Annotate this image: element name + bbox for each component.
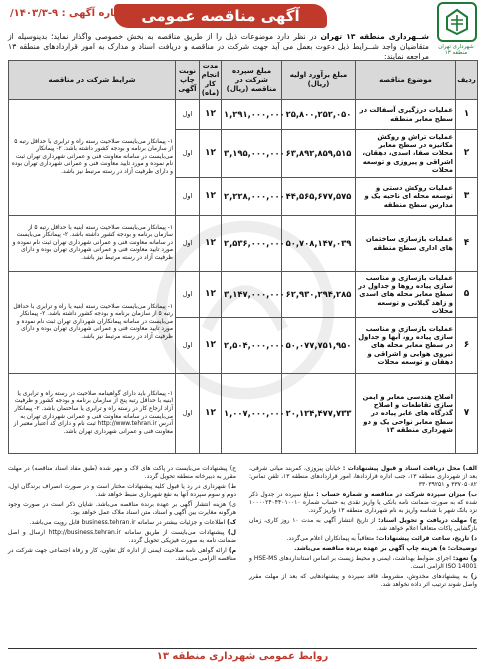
row-idx: ۱ (456, 100, 478, 130)
col-header-type: نوبت چاپ آگهی (176, 61, 200, 100)
table-row (9, 100, 478, 130)
note-item: ل) پیشنهادات می‌بایست از طریق سامانه http://business.tehran.ir ارسال و اصل ضمانت نامه به صورت فیزیکی تحویل گردد. (8, 529, 236, 544)
table-row (9, 272, 478, 318)
col-header-deposit: مبلغ سپرده شرکت در مناقصه (ریال) (222, 61, 282, 100)
row-conditions: ۱- پیمانکار می‌بایست صلاحیت رسته ابنیه با حداقل رتبه ۵ از سازمان برنامه و بودجه کشور داشته باشد. ۲- پیمانکار می‌بایست در سامانه معاونت فنی و عمرانی شهرداری تهران ثبت نام نموده و مورد تایید معاونت فنی و عمرانی شهرداری تهران بوده و دارای ظرفیت آزاد در رسته مرتبط نیز باشد. (9, 216, 176, 272)
col-header-idx: ردیف (456, 61, 478, 100)
row-duration: ۱۲ (200, 318, 222, 374)
row-subject: عملیات درزگیری آسفالت در سطح معابر منطقه (356, 100, 456, 130)
tehran-municipality-logo (437, 2, 477, 42)
note-item: ج) مهلت دریافت و تحویل اسناد: از تاریخ انتشار آگهی به مدت ۱۰ روز کاری، زمان بازگشایی پاکات متعاقباً اعلام خواهد شد. (249, 517, 477, 532)
notes-left-column (8, 465, 236, 565)
row-subject: عملیات تراش و روکش مکانیزه در سطح معابر محلات صفا، اسدی، دهقان، اشراقی و پیروزی و توسعه محلات (356, 130, 456, 178)
notes-right-column (249, 465, 477, 591)
note-item: د) تاریخ، ساعت قرائت پیشنهادات: متعاقباً به پیمانکاران اعلام می‌گردد. (286, 535, 477, 542)
row-type: اول (176, 178, 200, 216)
note-item: ح) پیشنهادات می‌بایست در پاکت های لاک و مهر شده (طبق مفاد اسناد مناقصه) در مهلت مقرر به دبیرخانه منطقه تحویل گردد. (8, 465, 236, 480)
row-budget: ۲۵,۸۰۰,۲۵۲,۰۵۰ (282, 100, 356, 130)
row-deposit: ۲,۵۳۶,۰۰۰,۰۰۰ (222, 216, 282, 272)
row-duration: ۱۲ (200, 216, 222, 272)
row-duration: ۱۲ (200, 272, 222, 318)
row-type: اول (176, 374, 200, 454)
row-subject: عملیات بازسازی و مناسب سازی پیاده روها و جداول در سطح معابر محله های اسدی و زاهد گیلانی و توسعه محلات (356, 272, 456, 318)
row-type: اول (176, 272, 200, 318)
ad-footer (8, 648, 477, 666)
table-row (9, 374, 478, 454)
row-idx: ۵ (456, 272, 478, 318)
table-row (9, 216, 478, 272)
ad-header (8, 2, 477, 61)
logo-caption: شهرداری تهران منطقه ۱۳ (438, 44, 474, 56)
note-item: ب) میزان سپرده شرکت در مناقصه و شماره حساب : مبلغ سپرده در جدول ذکر شده که به صورت ضمانت نامه بانکی یا واریز نقدی به حساب شماره ۱۰۰۰۰۲۴۰۴۴۰۱۰۰۱۰ نزد بانک شهر با شناسه واریز به نام شهرداری منطقه ۱۳ واریز گردد. (249, 491, 477, 514)
footer-signature: روابط عمومی شهرداری منطقه ۱۳ (156, 651, 329, 662)
row-deposit: ۱,۲۹۱,۰۰۰,۰۰۰ (222, 100, 282, 130)
row-conditions: ۱- پیمانکار می‌بایست صلاحیت رسته ابنیه یا راه و ترابری با حداقل رتبه ۵ از سازمان برنامه و بودجه کشور داشته باشد. ۲- پیمانکار می‌بایست در سامانه پیمانکاران شهرداری تهران ثبت نام نموده و مورد تایید معاونت فنی و عمرانی شهرداری تهران بوده و دارای ظرفیت آزاد در رسته مرتبط نیز باشد. (9, 272, 176, 374)
row-subject: اصلاح هندسی معابر و ایمن سازی تقاطعات و اصلاح گذرگاه های عابر پیاده در سطح معابر نواحی یک و دو شهرداری منطقه ۱۳ (356, 374, 456, 454)
note-item: ک) اطلاعات و جزئیات بیشتر در سامانه business.tehran.ir قابل رویت می‌باشد. (29, 519, 236, 526)
intro-org: شــهرداری منطقه ۱۳ تهران (320, 32, 429, 41)
row-budget: ۴۴,۵۶۵,۶۷۷,۵۷۵ (282, 178, 356, 216)
row-deposit: ۲,۲۲۸,۰۰۰,۰۰۰ (222, 178, 282, 216)
row-budget: ۲۰,۱۲۴,۴۷۷,۷۳۳ (282, 374, 356, 454)
row-duration: ۱۲ (200, 130, 222, 178)
note-item: ط) شهرداری در رد یا قبول کلیه پیشنهادات مختار است و در صورت انصراف برندگان اول، دوم و سوم سپرده آنها به نفع شهرداری ضبط خواهد شد. (8, 483, 236, 498)
row-deposit: ۲,۵۰۴,۰۰۰,۰۰۰ (222, 318, 282, 374)
table-header-row (9, 61, 478, 100)
row-idx: ۲ (456, 130, 478, 178)
row-type: اول (176, 216, 200, 272)
row-type: اول (176, 130, 200, 178)
row-type: اول (176, 318, 200, 374)
row-type: اول (176, 100, 200, 130)
row-idx: ۷ (456, 374, 478, 454)
col-header-duration: مدت انجام کار (ماه) (200, 61, 222, 100)
row-budget: ۶۳,۸۹۲,۸۵۹,۵۱۵ (282, 130, 356, 178)
tender-table (8, 60, 478, 454)
row-idx: ۶ (456, 318, 478, 374)
note-item: ز) به پیشنهادهای مخدوش، مشروط، فاقد سپرده و پیشنهادهایی که بعد از مهلت مقرر واصل شوند ترتیب اثر داده نخواهد شد. (249, 573, 477, 588)
row-budget: ۵۰,۰۷۷,۷۵۱,۹۵۰ (282, 318, 356, 374)
note-item: م) ارائه گواهی نامه صلاحیت ایمنی از اداره کل تعاون، کار و رفاه اجتماعی جهت شرکت در مناقصه الزامی می‌باشد. (8, 547, 236, 562)
ad-intro (8, 32, 429, 62)
row-conditions: ۱- پیمانکار می‌بایست صلاحیت رسته راه و ترابری با حداقل رتبه ۵ از سازمان برنامه و بودجه کشور داشته باشد. ۲- پیمانکار می‌بایست در سامانه معاونت فنی و عمرانی شهرداری تهران ثبت نام نموده و مورد تایید معاونت فنی و عمرانی شهرداری تهران بوده و دارای ظرفیت آزاد در رسته مرتبط نیز باشد. (9, 100, 176, 216)
ad-issue-number: شماره آگهی : ۹-۱۴۰۳/۳/ (10, 8, 131, 19)
note-item: الف) محل دریافت اسناد و قبول پیشنهادات : خیابان پیروزی، کمربند میانی شرقی، بعد از شهرداری منطقه ۱۳، جنب اداره قراردادها، امور قراردادهای منطقه ۱۳، تلفن تماس: ۳۳۷۰۵۰۸۲ و ۳۳۰۳۹۲۵۱ (249, 465, 477, 488)
col-header-conditions: شرایط شرکت در مناقصه (9, 61, 176, 100)
row-idx: ۴ (456, 216, 478, 272)
ad-title-banner: آگهی مناقصه عمومی (114, 4, 327, 28)
row-budget: ۶۲,۹۳۰,۲۹۴,۲۸۵ (282, 272, 356, 318)
note-item: و) تعهد: اجرای ضوابط بهداشت، ایمنی و محیط زیست بر اساس استانداردهای HSE-MS و ISO 14001 الزامی است. (249, 555, 477, 570)
row-deposit: ۳,۱۴۷,۰۰۰,۰۰۰ (222, 272, 282, 318)
row-subject: عملیات بازسازی و مناسب سازی پیاده رو، آبها و جداول در سطح معابر محله های نیروی هوایی و اشراقی و دهقان و توسعه محلات (356, 318, 456, 374)
row-conditions: ۱- پیمانکار باید دارای گواهینامه صلاحیت در رسته راه و ترابری یا ابنیه با حداقل رتبه پنج از سازمان برنامه و بودجه کشور و ظرفیت آزاد ارجاع کار در رسته راه و ترابری یا ساختمان باشد. ۲- پیمانکار می‌بایست در سامانه معاونت فنی و عمرانی شهرداری تهران به آدرس http://www.tehran.ir ثبت نام و دارای کد اعتبار معتبر از معاونت فنی و عمرانی شهرداری تهران باشد. (9, 374, 176, 454)
note-item: ی) هزینه انتشار آگهی بر عهده برنده مناقصه می‌باشد. شایان ذکر است در صورت وجود هرگونه مغایرت بین آگهی و اسناد، متن اسناد ملاک عمل خواهد بود. (8, 501, 236, 516)
ad-notes (8, 465, 477, 647)
note-item: توضیحات: ه) هزینه چاپ آگهی بر عهده برنده مناقصه می‌باشد. (294, 545, 477, 552)
logo-emblem-icon (442, 7, 472, 37)
row-duration: ۱۲ (200, 374, 222, 454)
row-subject: عملیات بازسازی ساختمان های اداری سطح منطقه (356, 216, 456, 272)
row-subject: عملیات روکش دستی و توسعه محله ای ناحیه یک و مدارس سطح منطقه (356, 178, 456, 216)
row-idx: ۳ (456, 178, 478, 216)
row-deposit: ۳,۱۹۵,۰۰۰,۰۰۰ (222, 130, 282, 178)
intro-text: در نظر دارد موضوعات ذیل را از طریق مناقصه به بخش خصوصی واگذار نماید؛ بدینوسیله از متقاضیان واجد شــرایط ذیل دعوت بعمل می آید جهت شرکت در مناقصه و دریافت اسناد و مدارک به امور قراردادهای منطقه ۱۳ مراجعه نمایند: (8, 32, 429, 61)
row-duration: ۱۲ (200, 100, 222, 130)
row-deposit: ۱,۰۰۷,۰۰۰,۰۰۰ (222, 374, 282, 454)
row-budget: ۵۰,۷۰۸,۱۴۷,۰۳۹ (282, 216, 356, 272)
col-header-budget: مبلغ برآورد اولیه (ریال) (282, 61, 356, 100)
row-duration: ۱۲ (200, 178, 222, 216)
col-header-subject: موضوع مناقصه (356, 61, 456, 100)
